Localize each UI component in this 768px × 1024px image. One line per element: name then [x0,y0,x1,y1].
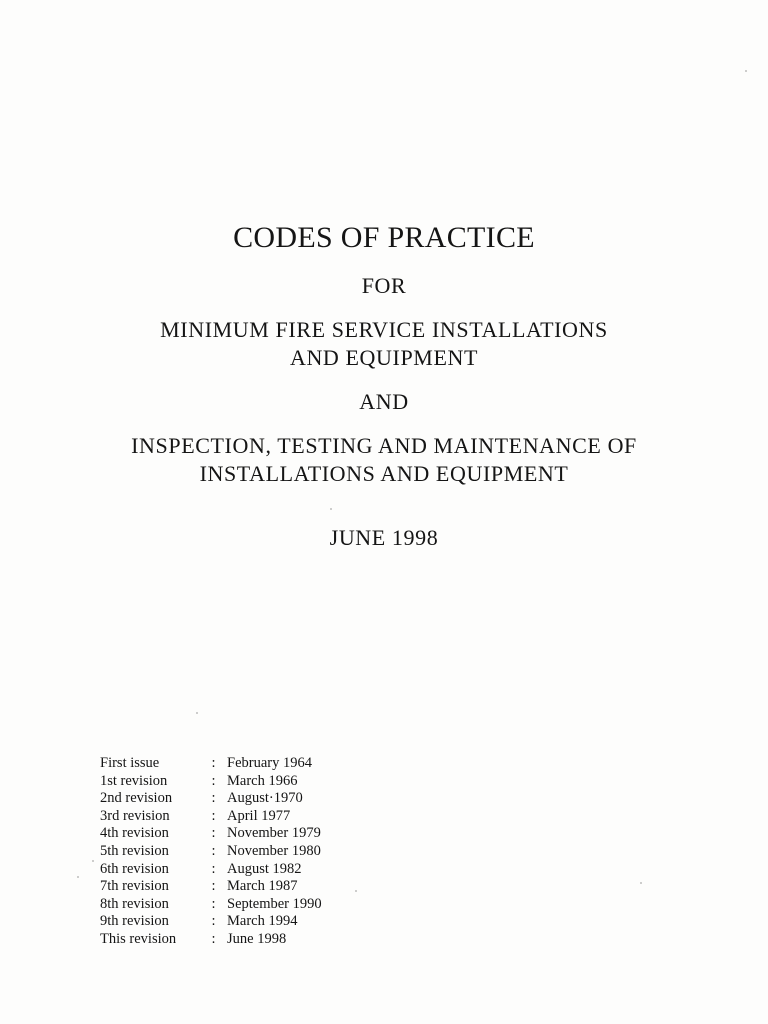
revision-history [100,755,322,949]
revision-row [100,808,322,826]
revision-row [100,913,322,931]
revision-separator: : [211,930,216,947]
revision-separator: : [211,913,216,930]
revision-label: 5th revision [100,842,169,859]
and-line: AND [359,389,409,414]
revision-label: 9th revision [100,913,169,930]
scan-speck [92,860,94,862]
revision-label: First issue [100,755,160,771]
revision-label: 8th revision [100,895,169,912]
revision-separator: : [211,878,216,895]
revision-date: November 1980 [227,842,321,859]
revision-separator: : [211,790,216,807]
revision-row [100,861,322,879]
revision-separator: : [211,825,216,842]
revision-date: February 1964 [227,755,312,771]
revision-date: March 1987 [227,878,298,895]
scan-speck [745,70,747,72]
revision-date: June 1998 [227,930,287,947]
revision-row [100,825,322,843]
revision-separator: : [211,842,216,859]
subject-line-2: AND EQUIPMENT [289,345,479,370]
document-date: JUNE 1998 [329,525,439,550]
scan-speck [196,712,198,714]
scan-speck [77,876,79,878]
subject-line-1: MINIMUM FIRE SERVICE INSTALLATIONS [160,317,608,342]
revision-row [100,755,322,773]
revision-date: March 1994 [227,913,298,930]
revision-label: 4th revision [100,825,169,842]
revision-label: 6th revision [100,860,169,877]
revision-date: August·1970 [227,790,303,807]
revision-separator: : [211,807,216,824]
revision-date: April 1977 [227,807,291,824]
scan-speck [330,508,332,510]
revision-row [100,896,322,914]
subject-line-3: INSPECTION, TESTING AND MAINTENANCE OF [131,433,637,458]
for-line: FOR [361,273,407,298]
revision-separator: : [211,895,216,912]
revision-label: 1st revision [100,772,168,789]
revision-separator: : [211,860,216,877]
document-title: CODES OF PRACTICE [233,221,535,254]
revision-row [100,773,322,791]
revision-separator: : [211,772,216,789]
revision-label: 3rd revision [100,807,170,824]
revision-date: September 1990 [227,895,322,912]
subject-line-4: INSTALLATIONS AND EQUIPMENT [199,461,569,486]
revision-row [100,878,322,896]
revision-label: This revision [100,930,177,947]
scan-speck [640,882,642,884]
revision-separator: : [211,755,216,771]
revision-date: November 1979 [227,825,321,842]
revision-row [100,790,322,808]
revision-date: March 1966 [227,772,298,789]
revision-row [100,931,322,949]
revision-label: 2nd revision [100,790,173,807]
scan-speck [355,890,357,892]
revision-date: August 1982 [227,860,302,877]
revision-row [100,843,322,861]
revision-label: 7th revision [100,878,169,895]
